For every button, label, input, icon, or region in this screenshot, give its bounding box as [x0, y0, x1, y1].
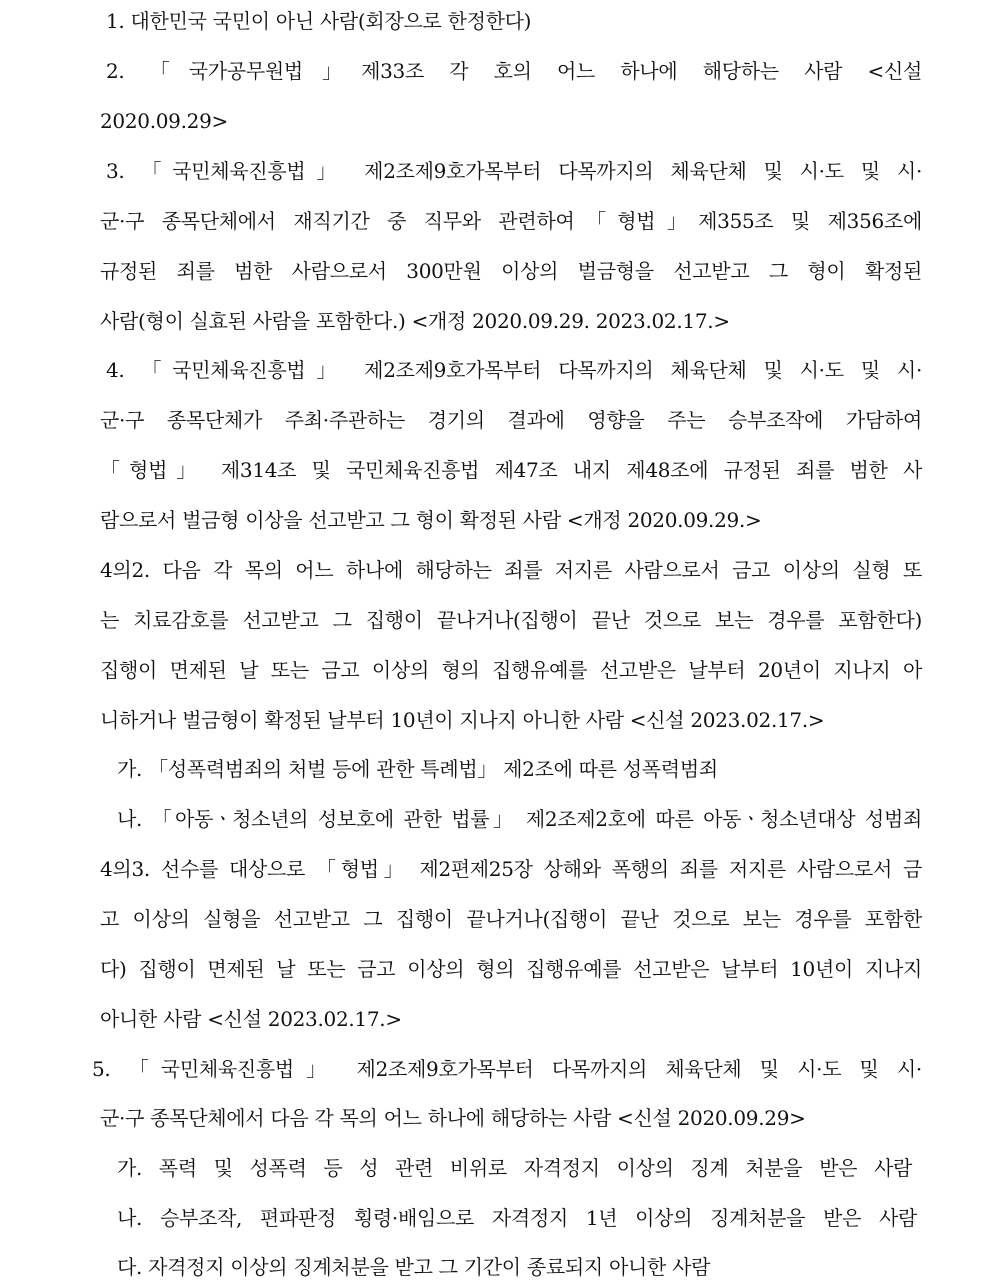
item-4-2-line-4: 니하거나 벌금형이 확정된 날부터 10년이 지나지 아니한 사람 <신설 2023.02.17.> — [100, 708, 825, 732]
item-4-2-line-2: 는 치료감호를 선고받고 그 집행이 끝나거나(집행이 끝난 것으로 보는 경우를 포함한다) — [100, 608, 922, 632]
item-5-sub-da: 다. 자격정지 이상의 징계처분을 받고 그 기간이 종료되지 아니한 사람 — [117, 1255, 711, 1279]
item-2-line-1: 2. 「국가공무원법」제33조 각 호의 어느 하나에 해당하는 사람 <신설 — [106, 59, 922, 83]
item-1-line-1: 1. 대한민국 국민이 아닌 사람(회장으로 한정한다) — [106, 9, 532, 33]
item-3-line-1: 3. 「국민체육진흥법」 제2조제9호가목부터 다목까지의 체육단체 및 시·도 및 시· — [106, 159, 922, 183]
item-4-3-line-4: 아니한 사람 <신설 2023.02.17.> — [100, 1007, 402, 1031]
item-4-2-line-3: 집행이 면제된 날 또는 금고 이상의 형의 집행유예를 선고받은 날부터 20년이 지나지 아 — [100, 658, 922, 682]
item-5-sub-na: 나. 승부조작, 편파판정 횡령·배임으로 자격정지 1년 이상의 징계처분을 받은 사람 — [117, 1206, 917, 1230]
item-5-line-1: 5. 「국민체육진흥법」 제2조제9호가목부터 다목까지의 체육단체 및 시·도 및 시· — [92, 1057, 922, 1081]
item-3-line-4: 사람(형이 실효된 사람을 포함한다.) <개정 2020.09.29. 2023.02.17.> — [100, 309, 730, 333]
item-4-line-2: 군·구 종목단체가 주최·주관하는 경기의 결과에 영향을 주는 승부조작에 가담하여 — [100, 408, 922, 432]
item-3-line-3: 규정된 죄를 범한 사람으로서 300만원 이상의 벌금형을 선고받고 그 형이 확정된 — [100, 259, 922, 283]
item-4-2-sub-na: 나. 「아동ㆍ청소년의 성보호에 관한 법률」 제2조제2호에 따른 아동ㆍ청소년대상 성범죄 — [117, 807, 922, 831]
item-4-line-1: 4. 「국민체육진흥법」 제2조제9호가목부터 다목까지의 체육단체 및 시·도 및 시· — [106, 358, 922, 382]
item-4-3-line-2: 고 이상의 실형을 선고받고 그 집행이 끝나거나(집행이 끝난 것으로 보는 경우를 포함한 — [100, 907, 922, 931]
item-4-2-sub-ga: 가. 「성폭력범죄의 처벌 등에 관한 특례법」 제2조에 따른 성폭력범죄 — [117, 757, 718, 781]
item-2-line-2: 2020.09.29> — [100, 109, 228, 133]
item-3-line-2: 군·구 종목단체에서 재직기간 중 직무와 관련하여「형법」제355조 및 제356조에 — [100, 209, 922, 233]
item-5-line-2: 군·구 종목단체에서 다음 각 목의 어느 하나에 해당하는 사람 <신설 2020.09.29> — [100, 1106, 806, 1130]
item-4-line-4: 람으로서 벌금형 이상을 선고받고 그 형이 확정된 사람 <개정 2020.09.29.> — [100, 508, 762, 532]
item-5-sub-ga: 가. 폭력 및 성폭력 등 성 관련 비위로 자격정지 이상의 징계 처분을 받은 사람 — [117, 1156, 912, 1180]
item-4-line-3: 「형법」 제314조 및 국민체육진흥법 제47조 내지 제48조에 규정된 죄를 범한 사 — [100, 458, 922, 482]
item-4-2-line-1: 4의2. 다음 각 목의 어느 하나에 해당하는 죄를 저지른 사람으로서 금고 이상의 실형 또 — [100, 558, 922, 582]
item-4-3-line-1: 4의3. 선수를 대상으로 「형법」 제2편제25장 상해와 폭행의 죄를 저지른 사람으로서 금 — [100, 857, 922, 881]
item-4-3-line-3: 다) 집행이 면제된 날 또는 금고 이상의 형의 집행유예를 선고받은 날부터 10년이 지나지 — [100, 957, 922, 981]
